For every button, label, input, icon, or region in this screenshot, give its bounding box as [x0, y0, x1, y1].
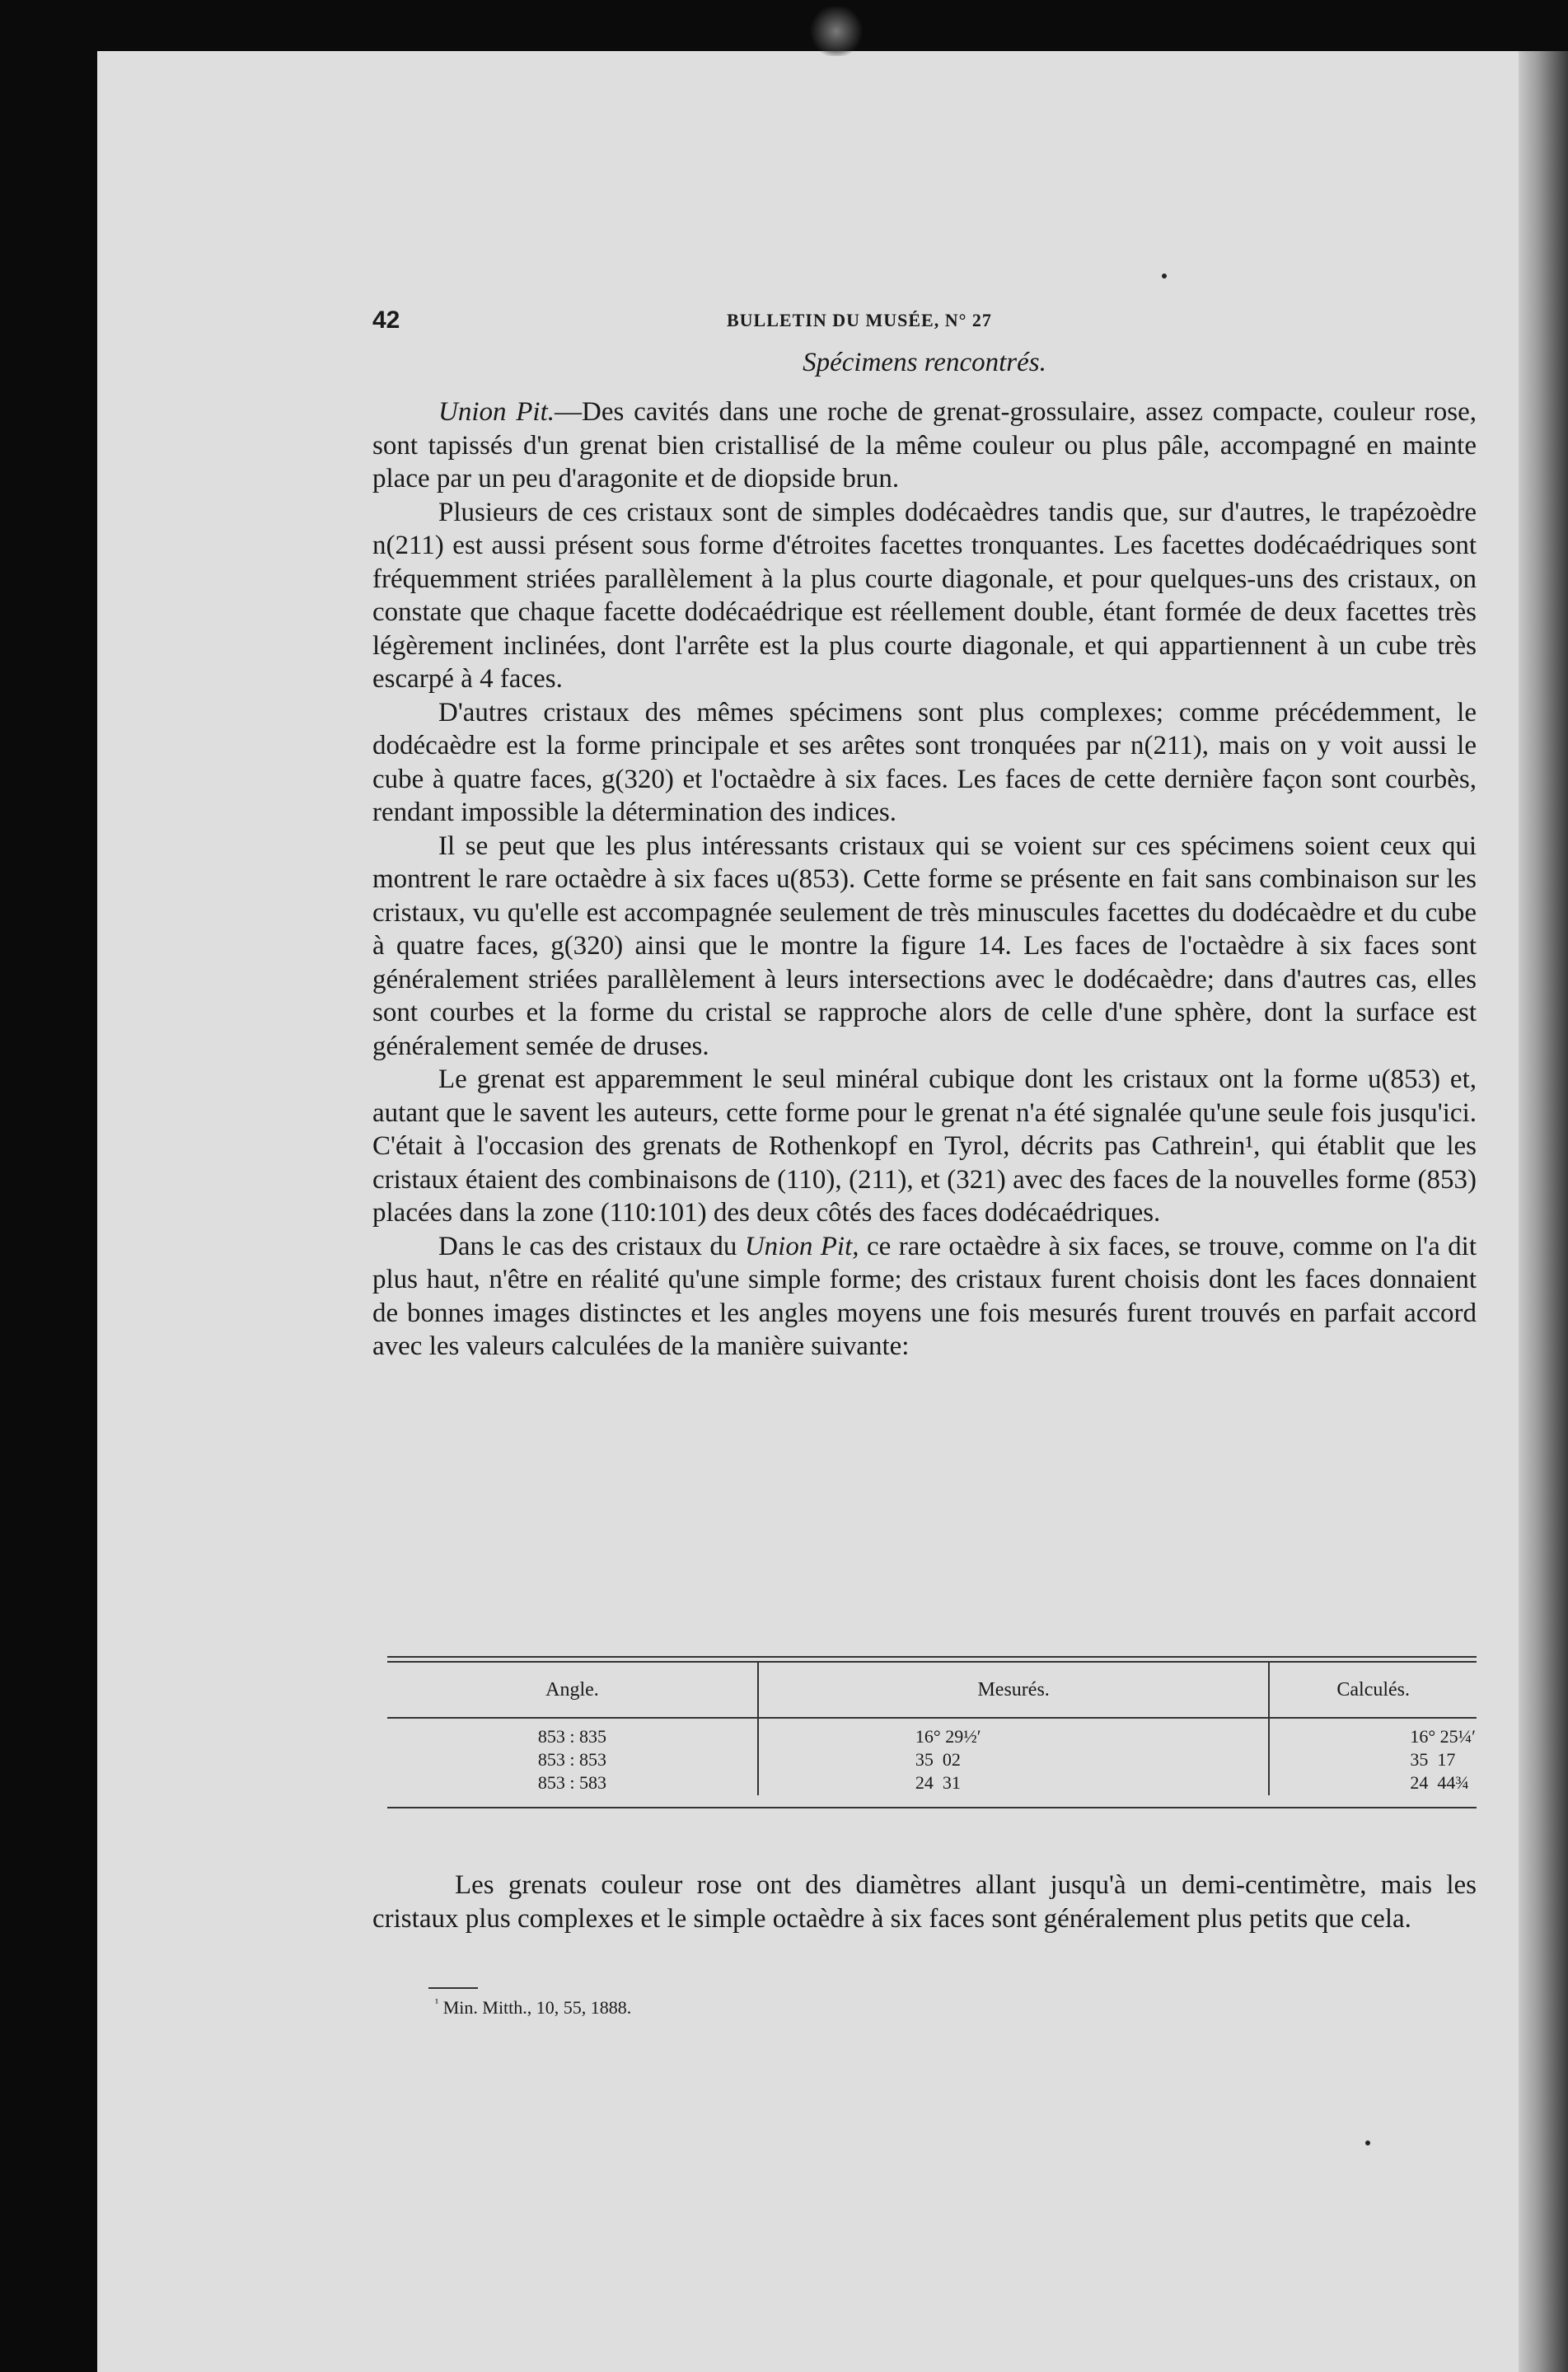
- closing-text: [372, 1869, 1477, 1935]
- table-cell: 24 31: [915, 1772, 961, 1793]
- paragraph-1: [372, 395, 1477, 496]
- page-number: 42: [372, 306, 400, 334]
- footnote: [435, 1997, 631, 2019]
- speck: [1162, 274, 1167, 278]
- table-bottom-rule: [387, 1807, 1477, 1808]
- paragraph-6-start: Dans le cas des cristaux du: [438, 1231, 745, 1261]
- speck: [1365, 2140, 1370, 2145]
- angle-column: [387, 1718, 758, 1795]
- page-header: [372, 306, 1089, 339]
- header-mesures: Mesurés.: [758, 1663, 1269, 1718]
- paragraph-1-text: —Des cavités dans une roche de grenat-grossulaire, assez compacte, couleur rose, sont tapissés d'un grenat bien cristallisé de la même couleur ou plus pâle, accompagné en mainte place par un peu d'aragonite et de diopside brun.: [372, 397, 1477, 494]
- table-cell: 853 : 583: [537, 1772, 606, 1793]
- union-pit-label: Union Pit.: [438, 397, 555, 427]
- paragraph-4: Il se peut que les plus intéressants cristaux qui se voient sur ces spécimens soient ceux qui montrent le rare octaèdre à six faces u(853). Cette forme se présente en fait sans combinaison sur les cristaux, vu qu'elle est accompagnée seulement de très minuscules facettes du dodécaèdre et du cube à quatre faces, g(320) ainsi que le montre la figure 14. Les faces de l'octaèdre à six faces sont généralement striées parallèlement à leurs intersections avec le dodécaèdre; dans d'autres cas, elles sont courbes et la forme du cristal se rapproche alors de celle d'une sphère, dont la surface est généralement semée de druses.: [372, 830, 1477, 1061]
- calcules-column: [1269, 1718, 1477, 1795]
- paragraph-6: [372, 1230, 1477, 1364]
- header-calcules: Calculés.: [1336, 1678, 1410, 1701]
- mesures-column: [758, 1718, 1269, 1795]
- angle-table: [387, 1656, 1477, 1808]
- scan-artifact: [807, 7, 865, 56]
- paragraph-2: Plusieurs de ces cristaux sont de simples dodécaèdres tandis que, sur d'autres, le trapézoèdre n(211) est aussi présent sous forme d'étroites facettes tronquantes. Les facettes dodécaédriques sont fréquemment striées parallèlement à la plus courte diagonale, et pour quelques-uns des cristaux, on constate que chaque facette dodécaédrique est réellement double, étant formée de deux facettes très légèrement inclinées, dont l'arrête est la plus courte diagonale, et qui appartiennent à un cube très escarpé à 4 faces.: [372, 497, 1477, 694]
- page-edge-shadow: [1519, 51, 1568, 2372]
- body-text: [372, 395, 1477, 1364]
- table-cell: 16° 29½′: [915, 1726, 981, 1747]
- paragraph-6-end: ce rare octaèdre à six faces, se trouve, comme on l'a dit plus haut, n'être en réalité qu'une simple forme; des cristaux furent choisis dont les faces donnaient de bonnes images distinctes et les angles moyens une fois mesurés furent trouvés en parfait accord avec les valeurs calculées de la manière suivante:: [372, 1231, 1477, 1361]
- section-subtitle: Spécimens rencontrés.: [803, 348, 1046, 377]
- table-top-rule: [387, 1656, 1477, 1663]
- table-cell: 853 : 835: [537, 1726, 606, 1747]
- paragraph-3: D'autres cristaux des mêmes spécimens sont plus complexes; comme précédemment, le dodécaèdre est la forme principale et ses arêtes sont tronquées par n(211), mais on y voit aussi le cube à quatre faces, g(320) et l'octaèdre à six faces. Les faces de cette dernière façon sont courbès, rendant impossible la détermination des indices.: [372, 697, 1477, 827]
- running-title: BULLETIN DU MUSÉE, N° 27: [727, 310, 992, 330]
- table-cell: 853 : 853: [537, 1749, 606, 1770]
- table-cell: 35 02: [915, 1749, 961, 1770]
- header-angle: Angle.: [387, 1663, 758, 1718]
- footnote-rule: [428, 1987, 478, 1989]
- paragraph-5: Le grenat est apparemment le seul minéral cubique dont les cristaux ont la forme u(853) et, autant que le savent les auteurs, cette forme pour le grenat n'a été signalée qu'une seule fois jusqu'ici. C'était à l'occasion des grenats de Rothenkopf en Tyrol, décrits pas Cathrein¹, qui établit que les cristaux étaient des combinaisons de (110), (211), et (321) avec des faces de la nouvelles forme (853) placées dans la zone (110:101) des deux côtés des faces dodécaédriques.: [372, 1064, 1477, 1228]
- table-cell: 24 44¾: [1410, 1772, 1469, 1793]
- paragraph-6-emphasis: Union Pit,: [744, 1231, 859, 1261]
- paragraph-7: Les grenats couleur rose ont des diamètres allant jusqu'à un demi-centimètre, mais les cristaux plus complexes et le simple octaèdre à six faces sont généralement plus petits que cela.: [372, 1870, 1477, 1934]
- table-cell: 35 17: [1410, 1749, 1456, 1770]
- footnote-marker: ¹: [435, 1997, 439, 2010]
- footnote-text: Min. Mitth., 10, 55, 1888.: [442, 1997, 632, 2018]
- table-cell: 16° 25¼′: [1410, 1726, 1476, 1747]
